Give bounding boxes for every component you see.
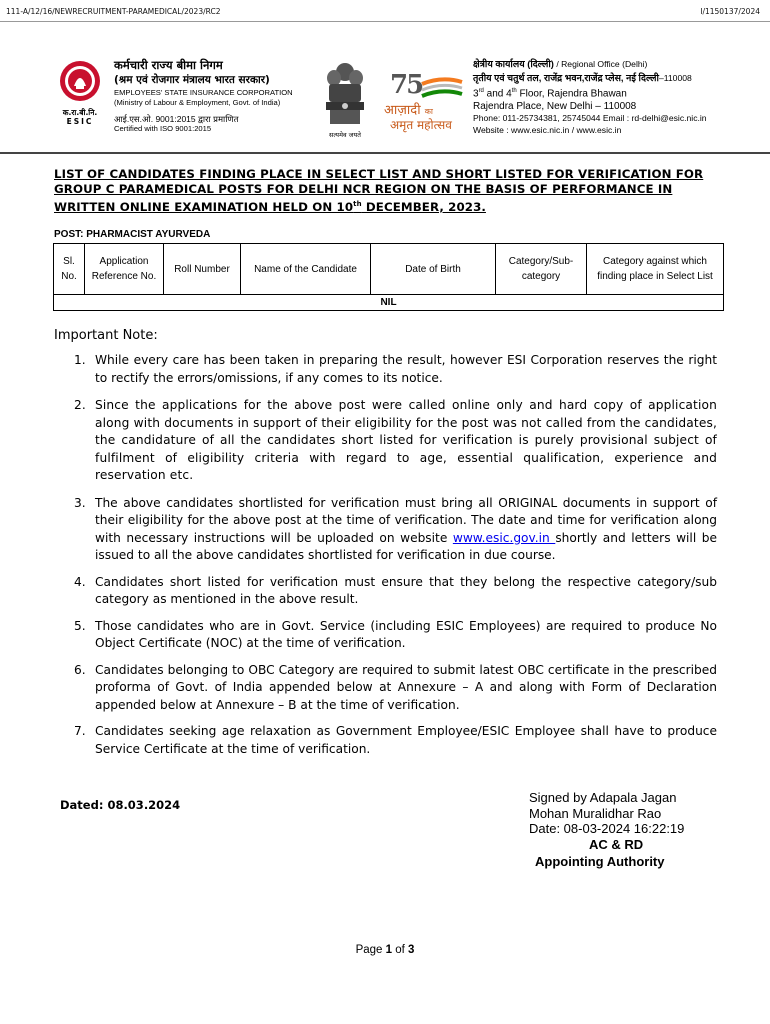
header-divider xyxy=(0,152,770,154)
title-end: DECEMBER, 2023. xyxy=(361,199,486,214)
national-emblem xyxy=(320,60,370,140)
address-hindi: तृतीय एवं चतुर्थ तल, राजेंद्र भवन,राजेंद्र प्लेस, नई दिल्ली xyxy=(473,72,659,83)
signature-line-1: Signed by Adapala Jagan xyxy=(529,790,677,805)
list-item xyxy=(54,618,717,653)
appointing-authority: Appointing Authority xyxy=(535,854,665,869)
list-item xyxy=(54,574,717,609)
org-name-hindi: कर्मचारी राज्य बीमा निगम xyxy=(114,58,223,72)
col-candidate-name: Name of the Candidate xyxy=(241,244,371,295)
title-main: LIST OF CANDIDATES FINDING PLACE IN SELECT LIST AND SHORT LISTED FOR VERIFICATION FOR GROUP C PARAMEDICAL POSTS FOR DELHI NCR REGION ON THE BASIS OF PERFORMANCE IN WRITTEN ONLINE EXAMINATION HELD ON 10 xyxy=(54,167,704,214)
post-name: POST: PHARMACIST AYURVEDA xyxy=(54,229,211,240)
table-header-row xyxy=(54,244,724,295)
note-text: Since the applications for the above post were called online only and hard copy of application along with documents in support of their eligibility for the post was not called from the candidates, the candidature of all the candidates short listed for verification is purely provisional subject of fulfilment of eligibility criteria with regard to age, essential qualification, experience and reservation etc. xyxy=(95,398,717,482)
azadi-logo xyxy=(384,70,466,132)
date-line: Dated: 08.03.2024 xyxy=(60,798,181,812)
note-text: Candidates belonging to OBC Category are required to submit latest OBC certificate in the prescribed proforma of Govt. of India appended below at Annexure – A and along with Form of Declaration appended below at Annexure – B at the time of verification. xyxy=(95,662,717,712)
esic-emblem-icon xyxy=(52,60,108,104)
page-total: 3 xyxy=(408,944,415,956)
signatory-designation: AC & RD xyxy=(589,837,644,852)
col-sl-no: Sl. No. xyxy=(54,244,85,295)
page-current: 1 xyxy=(385,944,393,956)
list-item xyxy=(54,352,717,387)
signature-line-2: Mohan Muralidhar Rao xyxy=(529,805,662,821)
ro-hindi: क्षेत्रीय कार्यालय (दिल्ली) xyxy=(473,58,554,69)
esic-logo xyxy=(52,60,108,126)
col-category-select-list: Category against which finding place in Select List xyxy=(587,244,724,295)
notes-list xyxy=(54,352,717,758)
note-number: 3. xyxy=(74,495,86,510)
note-text: While every care has been taken in preparing the result, however ESI Corporation reserves the right to rectify the errors/omissions, if any comes to its notice. xyxy=(95,353,717,385)
regional-office-block xyxy=(473,57,768,136)
ashoka-emblem-icon xyxy=(320,60,370,126)
emblem-caption: सत्यमेव जयते xyxy=(329,131,361,139)
important-note-heading: Important Note: xyxy=(54,328,158,343)
address-line-1: 3rd and 4th Floor, Rajendra Bhawan xyxy=(473,88,627,100)
table-row xyxy=(54,295,724,311)
col-application-ref: Application Reference No. xyxy=(85,244,164,295)
note-number: 6. xyxy=(74,662,86,677)
top-divider xyxy=(0,21,770,22)
note-text: Candidates short listed for verification must ensure that they belong the respective category/sub category as mentioned in the above result. xyxy=(95,574,717,606)
page-prefix: Page xyxy=(355,944,386,956)
file-reference: 111-A/12/16/NEWRECRUITMENT-PARAMEDICAL/2023/RC2 xyxy=(6,7,221,16)
website-line: Website : www.esic.nic.in / www.esic.in xyxy=(473,124,622,135)
col-category: Category/Sub-category xyxy=(496,244,587,295)
address-line-2: Rajendra Place, New Delhi – 110008 xyxy=(473,100,637,112)
esic-logo-caption-en: ESIC xyxy=(66,117,94,126)
document-number: I/1150137/2024 xyxy=(700,7,760,16)
list-item xyxy=(54,397,717,485)
note-number: 4. xyxy=(74,574,86,589)
ministry-hindi: (श्रम एवं रोजगार मंत्रालय भारत सरकार) xyxy=(114,74,270,86)
iso-hindi: आई.एस.ओ. 9001:2015 द्वारा प्रमाणित xyxy=(114,114,239,124)
title-sup: th xyxy=(353,200,362,208)
list-item xyxy=(54,662,717,715)
note-text: Those candidates who are in Govt. Service (including ESIC Employees) are required to produce No Object Certificate (NOC) at the time of verification. xyxy=(95,618,717,650)
org-name-english: EMPLOYEES' STATE INSURANCE CORPORATION xyxy=(114,88,293,97)
ministry-english: (Ministry of Labour & Employment, Govt. of India) xyxy=(114,98,281,107)
note-number: 7. xyxy=(74,724,86,738)
note-text: Candidates seeking age relaxation as Government Employee/ESIC Employee shall have to produce Service Certificate at the time of verification. xyxy=(95,724,717,756)
candidates-table xyxy=(53,243,724,311)
flag-stripes-icon xyxy=(420,76,464,98)
note-number: 2. xyxy=(74,398,86,412)
col-roll-number: Roll Number xyxy=(164,244,241,295)
page-of: of xyxy=(392,944,409,956)
iso-english: Certified with ISO 9001:2015 xyxy=(114,124,212,133)
azadi-number: 75 xyxy=(390,70,423,100)
note-text: The above candidates shortlisted for verification must bring all ORIGINAL documents in support of their eligibility for the above post at the time of verification. The date and time for verification along with necessary instructions will be uploaded on website xyxy=(95,495,717,545)
col-date-of-birth: Date of Birth xyxy=(371,244,496,295)
signature-date: Date: 08-03-2024 16:22:19 xyxy=(529,821,685,836)
org-block xyxy=(114,58,319,134)
page-number xyxy=(0,944,770,956)
esic-logo-caption-hi: क.रा.बी.नि. xyxy=(62,108,98,117)
document-title xyxy=(54,167,718,215)
azadi-word: आज़ादी xyxy=(384,103,421,118)
note-text-continued: shortly and letters will be issued to all the above candidates shortlisted for verification in due course. xyxy=(95,530,717,562)
list-item xyxy=(54,495,717,565)
note-number: 5. xyxy=(74,618,86,633)
signatory-block xyxy=(535,836,665,870)
azadi-text-2: अमृत महोत्सव xyxy=(390,118,452,132)
address-hindi-pin: –110008 xyxy=(658,73,692,83)
nil-cell: NIL xyxy=(54,295,724,311)
azadi-ka: का xyxy=(424,107,433,116)
digital-signature xyxy=(529,790,684,837)
list-item xyxy=(54,723,717,758)
contact-line: Phone: 011-25734381, 25745044 Email : rd-delhi@esic.nic.in xyxy=(473,113,707,124)
esic-website-link[interactable]: www.esic.gov.in xyxy=(452,530,556,545)
ro-english: / Regional Office (Delhi) xyxy=(556,59,648,69)
note-number: 1. xyxy=(74,353,86,367)
